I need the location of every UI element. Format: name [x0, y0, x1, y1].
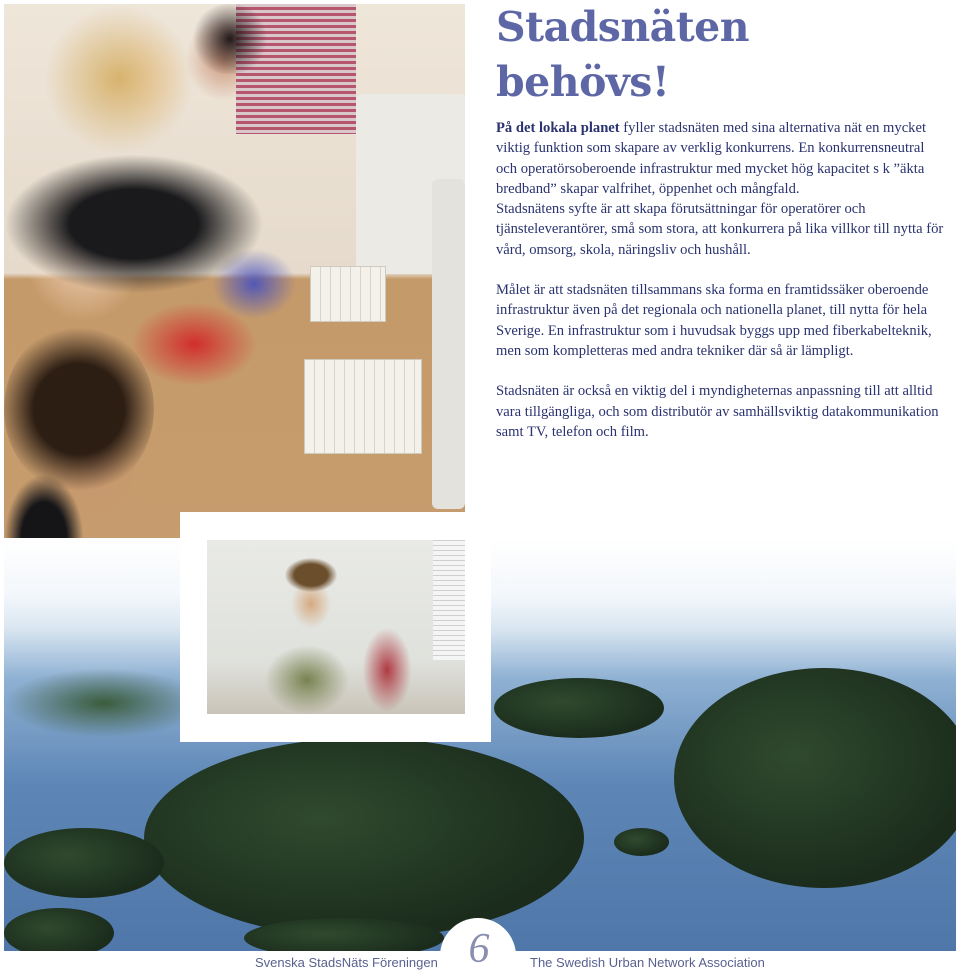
keyboard	[310, 266, 386, 322]
boy-hair	[285, 558, 337, 592]
child-hair	[44, 4, 194, 154]
monitor	[433, 540, 465, 660]
paragraph-1	[496, 118, 948, 199]
child-hair	[4, 324, 154, 494]
island	[4, 908, 114, 951]
footer-organization-english: The Swedish Urban Network Association	[530, 955, 765, 970]
paragraph-4: Stadsnäten är också en viktig del i myndigheternas anpassning till att alltid vara tillgängliga, och som distributör av samhällsviktig datakommunikation samt TV, telefon och film.	[496, 383, 939, 440]
island	[614, 828, 669, 856]
island	[4, 828, 164, 898]
island	[494, 678, 664, 738]
paragraph-lead: På det lokala planet	[496, 120, 620, 136]
paragraph-3: Målet är att stadsnäten tillsammans ska forma en framtidssäker oberoende infrastruktur även på det regionala och nationella planet, till nytta för hela Sverige. En infrastruktur som i huvudsak byggs upp med fiberkabelteknik, men som kompletteras med andra tekniker där så är lämpligt.	[496, 282, 932, 359]
cap	[4, 154, 264, 294]
title-line-2: behövs!	[496, 58, 670, 106]
footer-organization-swedish: Svenska StadsNäts Föreningen	[255, 955, 438, 970]
page-title	[496, 0, 916, 110]
island	[4, 668, 204, 738]
child-hair	[190, 4, 270, 74]
title-line-1: Stadsnäten	[496, 3, 750, 51]
paragraph-2: Stadsnätens syfte är att skapa förutsättningar för operatörer och tjänsteleverantörer, små som stora, att konkurrera på lika villkor till nytta för vård, omsorg, skola, näringsliv och hushåll.	[496, 201, 944, 258]
page-number: 6	[468, 926, 490, 972]
boy-photo-frame	[180, 512, 491, 742]
island	[144, 738, 584, 938]
boy-photo	[207, 540, 465, 714]
computer-tower	[432, 179, 465, 509]
keyboard	[304, 359, 422, 454]
article-body	[496, 118, 948, 442]
island	[674, 668, 956, 888]
island	[244, 918, 444, 951]
paragraph-1-text: fyller stadsnäten med sina alternativa nät en mycket viktig funktion som skapare av verklig konkurrens. En konkurrensneutral och operatörsoberoende infrastruktur med mycket hög kapacitet s k ”äkta bredband” skapar valfrihet, öppenhet och mångfald.	[496, 120, 927, 197]
